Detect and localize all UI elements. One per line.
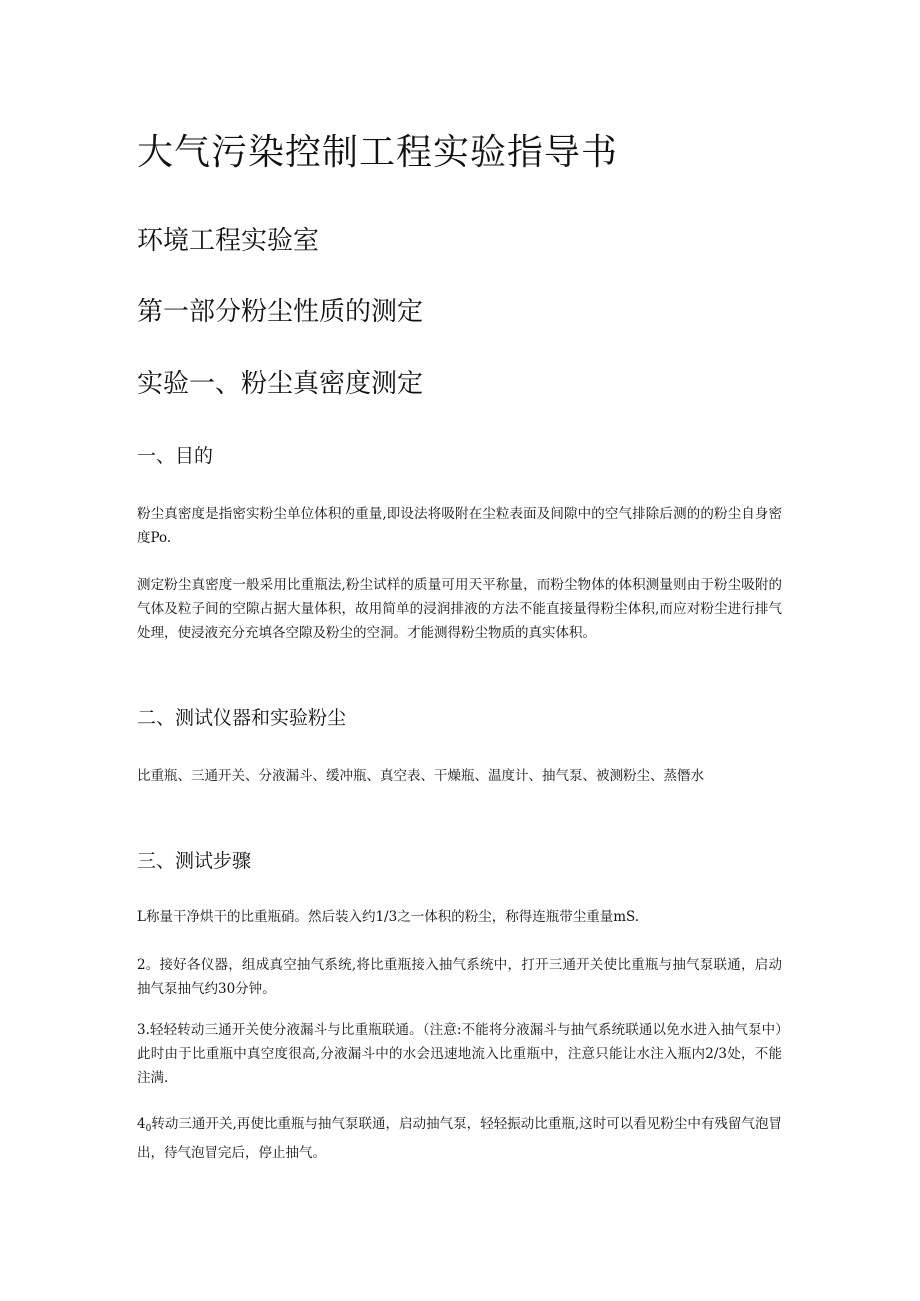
instruments-heading: 二、测试仪器和实验粉尘 (137, 707, 347, 729)
step-1: L称量干净烘干的比重瓶硝。然后装入约1/3之一体积的粉尘，称得连瓶带尘重量mS. (137, 909, 640, 925)
part-heading: 第一部分粉尘性质的测定 (137, 297, 424, 327)
document-title: 大气污染控制工程实验指导书 (137, 132, 619, 173)
purpose-heading: 一、目的 (137, 445, 214, 467)
step-4-text: 转动三通开关,再使比重瓶与抽气泵联通，启动抽气泵，轻轻振动比重瓶,这时可以看见粉尘中有残留气泡冒出，待气泡冒完后，停止抽气。 (137, 1116, 782, 1161)
step-2: 2。接好各仪器，组成真空抽气系统,将比重瓶接入抽气系统中，打开三通开关使比重瓶与抽气泵联通，启动抽气泵抽气约30分钟。 (137, 957, 782, 997)
step-4-number: 4 (137, 1116, 146, 1132)
step-3: 3.轻轻转动三通开关使分液漏斗与比重瓶联通。（注意:不能将分液漏斗与抽气系统联通以免水进入抽气泵中）此时由于比重瓶中真空度很高,分液漏斗中的水会迅速地流入比重瓶中，注意只能让水注入瓶内2/3处，不能注满. (137, 1022, 782, 1086)
purpose-paragraph-1: 粉尘真密度是指密实粉尘单位体积的重量,即设法将吸附在尘粒表面及间隙中的空气排除后测的的粉尘自身密度Po. (137, 506, 782, 546)
step-4-subscript: 0 (145, 1124, 152, 1134)
lab-name: 环境工程实验室 (137, 226, 320, 256)
instruments-list: 比重瓶、三通开关、分液漏斗、缓冲瓶、真空表、干燥瓶、温度计、抽气泵、被测粉尘、蒸僭水 (137, 768, 704, 784)
steps-heading: 三、测试步骤 (137, 850, 252, 872)
purpose-paragraph-2: 测定粉尘真密度一般采用比重瓶法,粉尘试样的质量可用天平称量，而粉尘物体的体积测量则由于粉尘吸附的气体及粒子间的空隙占据大量体积，故用简单的浸润排液的方法不能直接量得粉尘体积,而应对粉尘进行排气处理，使浸液充分充填各空隙及粉尘的空洞。才能测得粉尘物质的真实体积。 (137, 577, 782, 641)
experiment-heading: 实验一、粉尘真密度测定 (137, 369, 424, 399)
step-4 (137, 1112, 782, 1165)
